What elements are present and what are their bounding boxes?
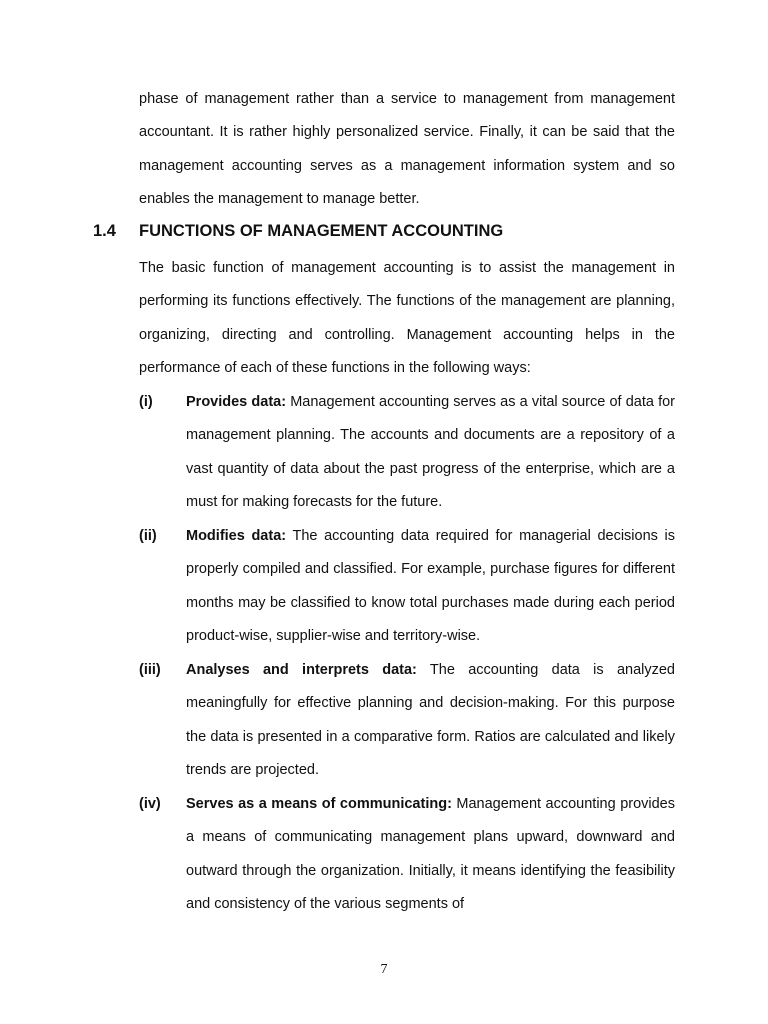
list-item-marker: (iii) <box>139 662 161 678</box>
page-number: 7 <box>380 962 388 977</box>
list-item-text: Management accounting serves as a vital source of data for management planning. The accounts and documents are a repository of a vast quantity of data about the past progress of the enterprise, which are a must for making forecasts for the future. <box>186 394 676 511</box>
list-item-marker: (ii) <box>139 528 157 544</box>
list-item-analyses-data <box>139 654 675 788</box>
list-item-text: The accounting data required for managerial decisions is properly compiled and classified. For example, purchase figures for different months may be classified to know total purchases made during each period product-wise, supplier-wise and territory-wise. <box>186 528 675 645</box>
list-item-lead: Modifies data: <box>186 528 287 544</box>
list-item-lead: Serves as a means of communicating: <box>186 796 452 812</box>
list-item-body <box>186 654 675 788</box>
list-item-marker: (i) <box>139 394 153 410</box>
list-item-lead: Analyses and interprets data: <box>186 662 417 678</box>
list-item-lead: Provides data: <box>186 394 287 410</box>
intro-paragraph: phase of management rather than a service to management from management accountant. It is rather highly personalized service. Finally, it can be said that the management accounting serves as a management information system and so enables the management to manage better. <box>139 91 675 208</box>
list-item-text: The accounting data is analyzed meaningfully for effective planning and decision-making. For this purpose the data is presented in a comparative form. Ratios are calculated and likely trends are projected. <box>186 662 675 779</box>
list-item-modifies-data <box>139 520 675 654</box>
list-item-provides-data <box>139 386 675 520</box>
list-item-body <box>186 788 675 922</box>
list-item-text: Management accounting provides a means of communicating management plans upward, downward and outward through the organization. Initially, it means identifying the feasibility and consistency of the various segments of <box>186 796 675 913</box>
list-item-body <box>186 520 675 654</box>
list-item-communicating <box>139 788 675 922</box>
section-intro-paragraph: The basic function of management accounting is to assist the management in performing its functions effectively. The functions of the management are planning, organizing, directing and controlling. Management accounting helps in the performance of each of these functions in the following ways: <box>139 260 675 377</box>
list-item-body <box>186 386 675 520</box>
section-number: 1.4 <box>93 222 116 240</box>
section-title: FUNCTIONS OF MANAGEMENT ACCOUNTING <box>139 222 504 240</box>
list-item-marker: (iv) <box>139 796 161 812</box>
section-heading <box>93 219 693 243</box>
